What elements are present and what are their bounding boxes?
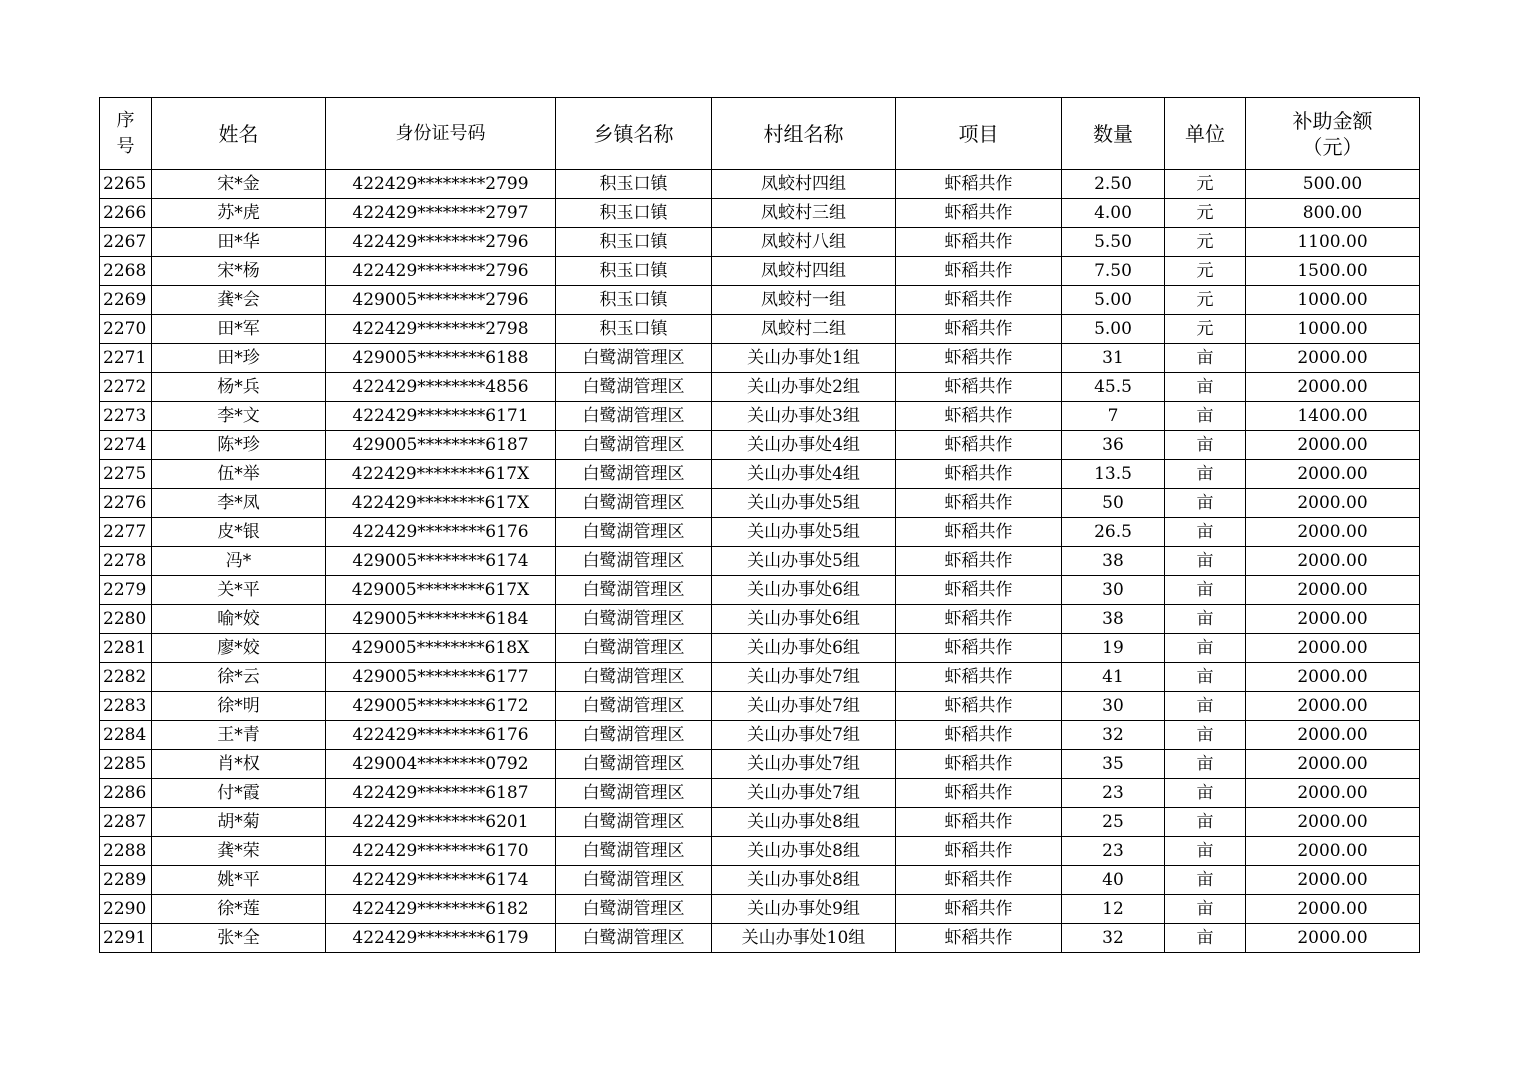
cell-village-group: 关山办事处7组	[712, 721, 896, 750]
cell-village-group: 关山办事处6组	[712, 576, 896, 605]
cell-quantity: 36	[1062, 431, 1165, 460]
header-project: 项目	[896, 98, 1062, 170]
table-row	[100, 634, 1420, 663]
cell-seq: 2275	[100, 460, 152, 489]
cell-unit: 亩	[1165, 721, 1246, 750]
cell-id-number: 429005********6172	[326, 692, 556, 721]
cell-quantity: 26.5	[1062, 518, 1165, 547]
cell-project: 虾稻共作	[896, 605, 1062, 634]
cell-village-group: 关山办事处7组	[712, 779, 896, 808]
table-row	[100, 257, 1420, 286]
cell-subsidy-amount: 2000.00	[1246, 576, 1420, 605]
cell-subsidy-amount: 1000.00	[1246, 315, 1420, 344]
cell-subsidy-amount: 2000.00	[1246, 431, 1420, 460]
table-row	[100, 228, 1420, 257]
cell-id-number: 422429********6201	[326, 808, 556, 837]
cell-quantity: 35	[1062, 750, 1165, 779]
cell-project: 虾稻共作	[896, 257, 1062, 286]
cell-id-number: 422429********2796	[326, 228, 556, 257]
cell-quantity: 13.5	[1062, 460, 1165, 489]
cell-id-number: 422429********2799	[326, 170, 556, 199]
cell-quantity: 5.00	[1062, 315, 1165, 344]
cell-village-group: 凤蛟村四组	[712, 257, 896, 286]
header-seq-line1: 序	[116, 109, 135, 131]
table-row	[100, 808, 1420, 837]
cell-township: 积玉口镇	[556, 228, 712, 257]
cell-township: 白鹭湖管理区	[556, 924, 712, 953]
cell-quantity: 23	[1062, 837, 1165, 866]
cell-project: 虾稻共作	[896, 576, 1062, 605]
cell-subsidy-amount: 2000.00	[1246, 460, 1420, 489]
cell-name: 李*文	[152, 402, 326, 431]
cell-seq: 2289	[100, 866, 152, 895]
cell-unit: 元	[1165, 315, 1246, 344]
cell-unit: 亩	[1165, 663, 1246, 692]
cell-seq: 2281	[100, 634, 152, 663]
cell-unit: 亩	[1165, 924, 1246, 953]
cell-township: 白鹭湖管理区	[556, 895, 712, 924]
cell-name: 龚*荣	[152, 837, 326, 866]
table-row	[100, 315, 1420, 344]
cell-village-group: 关山办事处8组	[712, 866, 896, 895]
cell-village-group: 凤蛟村二组	[712, 315, 896, 344]
cell-unit: 亩	[1165, 373, 1246, 402]
cell-township: 积玉口镇	[556, 286, 712, 315]
cell-project: 虾稻共作	[896, 518, 1062, 547]
cell-village-group: 关山办事处7组	[712, 750, 896, 779]
cell-township: 白鹭湖管理区	[556, 373, 712, 402]
cell-quantity: 2.50	[1062, 170, 1165, 199]
cell-seq: 2283	[100, 692, 152, 721]
cell-id-number: 422429********6182	[326, 895, 556, 924]
cell-township: 积玉口镇	[556, 257, 712, 286]
cell-project: 虾稻共作	[896, 170, 1062, 199]
cell-name: 田*珍	[152, 344, 326, 373]
cell-township: 白鹭湖管理区	[556, 721, 712, 750]
cell-seq: 2280	[100, 605, 152, 634]
cell-name: 徐*明	[152, 692, 326, 721]
table-row	[100, 895, 1420, 924]
cell-unit: 亩	[1165, 460, 1246, 489]
cell-id-number: 422429********2798	[326, 315, 556, 344]
cell-project: 虾稻共作	[896, 228, 1062, 257]
header-quantity: 数量	[1062, 98, 1165, 170]
cell-subsidy-amount: 500.00	[1246, 170, 1420, 199]
cell-project: 虾稻共作	[896, 460, 1062, 489]
cell-seq: 2271	[100, 344, 152, 373]
cell-project: 虾稻共作	[896, 750, 1062, 779]
cell-project: 虾稻共作	[896, 924, 1062, 953]
header-unit: 单位	[1165, 98, 1246, 170]
subsidy-table	[99, 97, 1420, 953]
table-row	[100, 286, 1420, 315]
cell-township: 积玉口镇	[556, 170, 712, 199]
cell-township: 白鹭湖管理区	[556, 547, 712, 576]
cell-quantity: 38	[1062, 547, 1165, 576]
table-row	[100, 924, 1420, 953]
cell-village-group: 凤蛟村四组	[712, 170, 896, 199]
cell-seq: 2265	[100, 170, 152, 199]
cell-seq: 2286	[100, 779, 152, 808]
cell-township: 白鹭湖管理区	[556, 460, 712, 489]
cell-name: 宋*杨	[152, 257, 326, 286]
table-row	[100, 518, 1420, 547]
header-township: 乡镇名称	[556, 98, 712, 170]
cell-project: 虾稻共作	[896, 808, 1062, 837]
cell-unit: 亩	[1165, 634, 1246, 663]
cell-village-group: 凤蛟村三组	[712, 199, 896, 228]
cell-quantity: 4.00	[1062, 199, 1165, 228]
table-row	[100, 692, 1420, 721]
cell-quantity: 40	[1062, 866, 1165, 895]
cell-id-number: 422429********6171	[326, 402, 556, 431]
cell-village-group: 关山办事处5组	[712, 489, 896, 518]
cell-subsidy-amount: 2000.00	[1246, 924, 1420, 953]
cell-name: 徐*莲	[152, 895, 326, 924]
cell-village-group: 关山办事处6组	[712, 605, 896, 634]
cell-quantity: 19	[1062, 634, 1165, 663]
cell-township: 白鹭湖管理区	[556, 489, 712, 518]
cell-id-number: 422429********6187	[326, 779, 556, 808]
cell-township: 白鹭湖管理区	[556, 576, 712, 605]
cell-subsidy-amount: 2000.00	[1246, 721, 1420, 750]
cell-township: 白鹭湖管理区	[556, 866, 712, 895]
cell-subsidy-amount: 2000.00	[1246, 344, 1420, 373]
cell-name: 李*凤	[152, 489, 326, 518]
cell-name: 付*霞	[152, 779, 326, 808]
cell-township: 白鹭湖管理区	[556, 605, 712, 634]
cell-quantity: 50	[1062, 489, 1165, 518]
cell-subsidy-amount: 2000.00	[1246, 373, 1420, 402]
cell-quantity: 30	[1062, 576, 1165, 605]
cell-subsidy-amount: 2000.00	[1246, 692, 1420, 721]
cell-id-number: 429004********0792	[326, 750, 556, 779]
header-subsidy-line1: 补助金额	[1292, 108, 1373, 133]
header-subsidy	[1246, 98, 1420, 170]
cell-quantity: 32	[1062, 924, 1165, 953]
cell-seq: 2272	[100, 373, 152, 402]
cell-project: 虾稻共作	[896, 721, 1062, 750]
table-row	[100, 373, 1420, 402]
cell-id-number: 429005********617X	[326, 576, 556, 605]
cell-project: 虾稻共作	[896, 692, 1062, 721]
cell-village-group: 凤蛟村八组	[712, 228, 896, 257]
table-row	[100, 605, 1420, 634]
cell-name: 伍*举	[152, 460, 326, 489]
cell-village-group: 关山办事处7组	[712, 663, 896, 692]
table-row	[100, 460, 1420, 489]
cell-seq: 2268	[100, 257, 152, 286]
table-row	[100, 866, 1420, 895]
cell-quantity: 30	[1062, 692, 1165, 721]
cell-unit: 亩	[1165, 808, 1246, 837]
cell-township: 白鹭湖管理区	[556, 750, 712, 779]
table-row	[100, 170, 1420, 199]
cell-name: 廖*姣	[152, 634, 326, 663]
cell-name: 宋*金	[152, 170, 326, 199]
cell-subsidy-amount: 2000.00	[1246, 518, 1420, 547]
cell-name: 关*平	[152, 576, 326, 605]
cell-quantity: 38	[1062, 605, 1165, 634]
cell-unit: 亩	[1165, 402, 1246, 431]
cell-name: 皮*银	[152, 518, 326, 547]
cell-project: 虾稻共作	[896, 431, 1062, 460]
cell-village-group: 关山办事处5组	[712, 547, 896, 576]
cell-seq: 2267	[100, 228, 152, 257]
cell-subsidy-amount: 1400.00	[1246, 402, 1420, 431]
cell-seq: 2276	[100, 489, 152, 518]
cell-project: 虾稻共作	[896, 402, 1062, 431]
cell-id-number: 422429********617X	[326, 489, 556, 518]
cell-name: 胡*菊	[152, 808, 326, 837]
cell-project: 虾稻共作	[896, 199, 1062, 228]
cell-subsidy-amount: 2000.00	[1246, 605, 1420, 634]
cell-village-group: 关山办事处8组	[712, 837, 896, 866]
cell-subsidy-amount: 2000.00	[1246, 895, 1420, 924]
table-row	[100, 431, 1420, 460]
cell-quantity: 32	[1062, 721, 1165, 750]
cell-name: 徐*云	[152, 663, 326, 692]
cell-township: 白鹭湖管理区	[556, 663, 712, 692]
cell-unit: 亩	[1165, 866, 1246, 895]
cell-township: 白鹭湖管理区	[556, 808, 712, 837]
cell-id-number: 422429********6170	[326, 837, 556, 866]
cell-seq: 2274	[100, 431, 152, 460]
table-row	[100, 547, 1420, 576]
table-body	[100, 170, 1420, 953]
cell-project: 虾稻共作	[896, 489, 1062, 518]
cell-project: 虾稻共作	[896, 663, 1062, 692]
cell-seq: 2284	[100, 721, 152, 750]
cell-unit: 亩	[1165, 344, 1246, 373]
cell-subsidy-amount: 1100.00	[1246, 228, 1420, 257]
cell-unit: 亩	[1165, 692, 1246, 721]
cell-township: 白鹭湖管理区	[556, 518, 712, 547]
cell-quantity: 5.50	[1062, 228, 1165, 257]
cell-village-group: 关山办事处1组	[712, 344, 896, 373]
cell-project: 虾稻共作	[896, 866, 1062, 895]
cell-village-group: 关山办事处8组	[712, 808, 896, 837]
cell-township: 积玉口镇	[556, 315, 712, 344]
cell-name: 冯*	[152, 547, 326, 576]
cell-seq: 2290	[100, 895, 152, 924]
cell-seq: 2270	[100, 315, 152, 344]
cell-subsidy-amount: 1500.00	[1246, 257, 1420, 286]
cell-name: 杨*兵	[152, 373, 326, 402]
cell-name: 喻*姣	[152, 605, 326, 634]
cell-unit: 元	[1165, 257, 1246, 286]
cell-name: 陈*珍	[152, 431, 326, 460]
cell-unit: 亩	[1165, 547, 1246, 576]
cell-name: 田*华	[152, 228, 326, 257]
cell-village-group: 关山办事处4组	[712, 431, 896, 460]
cell-township: 白鹭湖管理区	[556, 837, 712, 866]
table-row	[100, 837, 1420, 866]
table-row	[100, 344, 1420, 373]
cell-id-number: 422429********2796	[326, 257, 556, 286]
cell-unit: 亩	[1165, 837, 1246, 866]
cell-township: 白鹭湖管理区	[556, 634, 712, 663]
cell-project: 虾稻共作	[896, 373, 1062, 402]
header-seq	[100, 98, 152, 170]
cell-subsidy-amount: 2000.00	[1246, 547, 1420, 576]
cell-unit: 亩	[1165, 605, 1246, 634]
cell-seq: 2266	[100, 199, 152, 228]
cell-seq: 2269	[100, 286, 152, 315]
cell-seq: 2273	[100, 402, 152, 431]
cell-project: 虾稻共作	[896, 344, 1062, 373]
cell-name: 苏*虎	[152, 199, 326, 228]
cell-village-group: 关山办事处10组	[712, 924, 896, 953]
cell-unit: 亩	[1165, 779, 1246, 808]
cell-township: 积玉口镇	[556, 199, 712, 228]
cell-id-number: 422429********6176	[326, 721, 556, 750]
cell-id-number: 429005********6188	[326, 344, 556, 373]
cell-unit: 元	[1165, 286, 1246, 315]
cell-quantity: 23	[1062, 779, 1165, 808]
cell-id-number: 429005********2796	[326, 286, 556, 315]
cell-subsidy-amount: 2000.00	[1246, 779, 1420, 808]
cell-subsidy-amount: 2000.00	[1246, 663, 1420, 692]
cell-village-group: 关山办事处5组	[712, 518, 896, 547]
cell-id-number: 422429********6174	[326, 866, 556, 895]
cell-village-group: 凤蛟村一组	[712, 286, 896, 315]
cell-project: 虾稻共作	[896, 547, 1062, 576]
cell-seq: 2288	[100, 837, 152, 866]
cell-project: 虾稻共作	[896, 779, 1062, 808]
table-row	[100, 750, 1420, 779]
cell-id-number: 429005********6177	[326, 663, 556, 692]
table-row	[100, 402, 1420, 431]
cell-seq: 2279	[100, 576, 152, 605]
cell-seq: 2282	[100, 663, 152, 692]
cell-township: 白鹭湖管理区	[556, 692, 712, 721]
cell-name: 田*军	[152, 315, 326, 344]
cell-subsidy-amount: 2000.00	[1246, 489, 1420, 518]
cell-unit: 亩	[1165, 489, 1246, 518]
cell-subsidy-amount: 2000.00	[1246, 837, 1420, 866]
header-village-group: 村组名称	[712, 98, 896, 170]
cell-unit: 亩	[1165, 750, 1246, 779]
cell-township: 白鹭湖管理区	[556, 402, 712, 431]
cell-id-number: 429005********6184	[326, 605, 556, 634]
table-row	[100, 199, 1420, 228]
cell-quantity: 5.00	[1062, 286, 1165, 315]
cell-unit: 亩	[1165, 518, 1246, 547]
cell-village-group: 关山办事处4组	[712, 460, 896, 489]
cell-subsidy-amount: 800.00	[1246, 199, 1420, 228]
header-row	[100, 98, 1420, 170]
cell-subsidy-amount: 2000.00	[1246, 808, 1420, 837]
cell-unit: 元	[1165, 170, 1246, 199]
cell-quantity: 7.50	[1062, 257, 1165, 286]
cell-id-number: 429005********618X	[326, 634, 556, 663]
table-row	[100, 489, 1420, 518]
cell-unit: 元	[1165, 228, 1246, 257]
cell-seq: 2277	[100, 518, 152, 547]
header-seq-line2: 号	[116, 135, 135, 157]
cell-id-number: 422429********617X	[326, 460, 556, 489]
cell-project: 虾稻共作	[896, 634, 1062, 663]
cell-subsidy-amount: 1000.00	[1246, 286, 1420, 315]
header-subsidy-line2: （元）	[1302, 134, 1363, 159]
cell-township: 白鹭湖管理区	[556, 431, 712, 460]
cell-quantity: 12	[1062, 895, 1165, 924]
cell-id-number: 422429********6176	[326, 518, 556, 547]
cell-subsidy-amount: 2000.00	[1246, 634, 1420, 663]
cell-township: 白鹭湖管理区	[556, 779, 712, 808]
table-header	[100, 98, 1420, 170]
cell-id-number: 422429********6179	[326, 924, 556, 953]
cell-project: 虾稻共作	[896, 895, 1062, 924]
cell-name: 龚*会	[152, 286, 326, 315]
cell-name: 王*青	[152, 721, 326, 750]
table-row	[100, 721, 1420, 750]
cell-village-group: 关山办事处3组	[712, 402, 896, 431]
cell-id-number: 422429********2797	[326, 199, 556, 228]
cell-name: 张*全	[152, 924, 326, 953]
cell-name: 姚*平	[152, 866, 326, 895]
cell-project: 虾稻共作	[896, 286, 1062, 315]
cell-name: 肖*权	[152, 750, 326, 779]
cell-seq: 2278	[100, 547, 152, 576]
table-row	[100, 663, 1420, 692]
cell-seq: 2291	[100, 924, 152, 953]
cell-unit: 元	[1165, 199, 1246, 228]
cell-village-group: 关山办事处6组	[712, 634, 896, 663]
cell-id-number: 422429********4856	[326, 373, 556, 402]
cell-quantity: 25	[1062, 808, 1165, 837]
cell-seq: 2285	[100, 750, 152, 779]
header-id-number: 身份证号码	[326, 98, 556, 170]
cell-subsidy-amount: 2000.00	[1246, 866, 1420, 895]
cell-township: 白鹭湖管理区	[556, 344, 712, 373]
cell-unit: 亩	[1165, 895, 1246, 924]
cell-subsidy-amount: 2000.00	[1246, 750, 1420, 779]
cell-quantity: 31	[1062, 344, 1165, 373]
cell-quantity: 41	[1062, 663, 1165, 692]
table-row	[100, 779, 1420, 808]
cell-id-number: 429005********6187	[326, 431, 556, 460]
cell-village-group: 关山办事处9组	[712, 895, 896, 924]
cell-seq: 2287	[100, 808, 152, 837]
cell-id-number: 429005********6174	[326, 547, 556, 576]
cell-unit: 亩	[1165, 431, 1246, 460]
cell-village-group: 关山办事处7组	[712, 692, 896, 721]
cell-unit: 亩	[1165, 576, 1246, 605]
cell-project: 虾稻共作	[896, 837, 1062, 866]
cell-quantity: 45.5	[1062, 373, 1165, 402]
table-row	[100, 576, 1420, 605]
cell-village-group: 关山办事处2组	[712, 373, 896, 402]
header-name: 姓名	[152, 98, 326, 170]
cell-project: 虾稻共作	[896, 315, 1062, 344]
cell-quantity: 7	[1062, 402, 1165, 431]
